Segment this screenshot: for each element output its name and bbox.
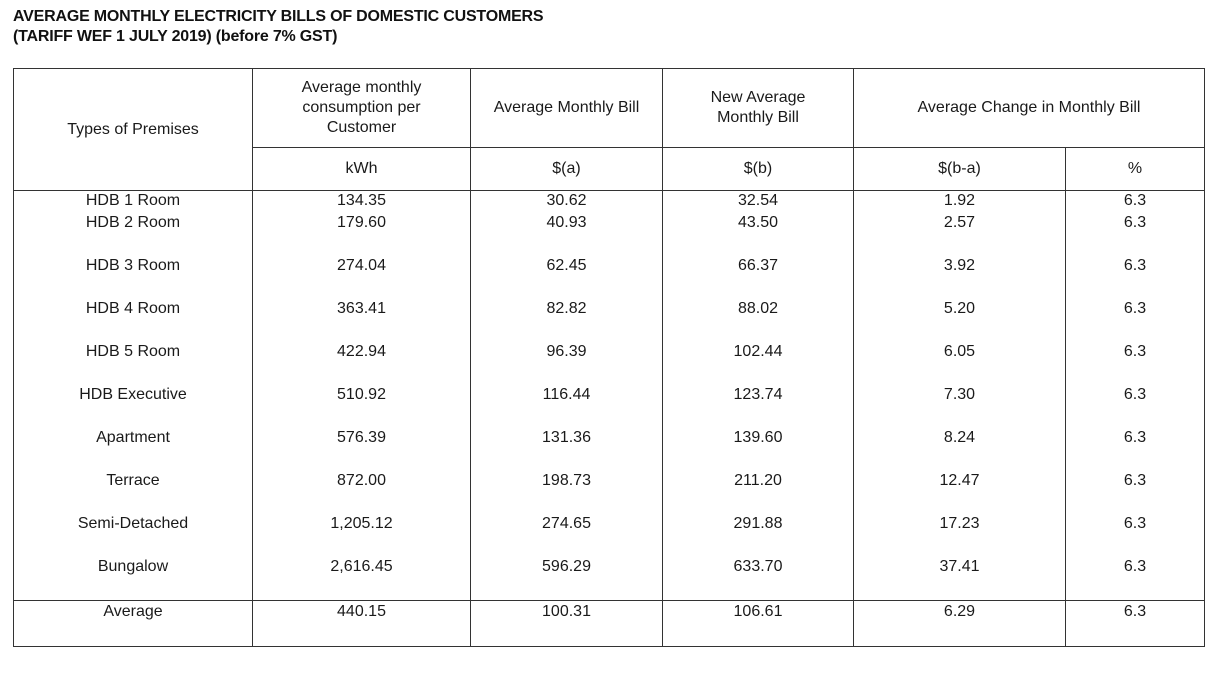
cell-avg-bill: 40.93 xyxy=(471,213,663,256)
cell-new-avg-bill: 633.70 xyxy=(663,557,854,601)
table-row xyxy=(14,191,1205,214)
cell-kwh: 2,616.45 xyxy=(253,557,471,601)
cell-kwh: 872.00 xyxy=(253,471,471,514)
cell-premise: HDB 3 Room xyxy=(14,256,253,299)
document-title xyxy=(13,7,543,47)
table-row xyxy=(14,342,1205,385)
cell-change-abs: 12.47 xyxy=(854,471,1066,514)
title-line-2: (TARIFF WEF 1 JULY 2019) (before 7% GST) xyxy=(13,28,338,45)
cell-new-avg-bill: 106.61 xyxy=(663,601,854,647)
cell-new-avg-bill: 291.88 xyxy=(663,514,854,557)
cell-avg-bill: 198.73 xyxy=(471,471,663,514)
cell-avg-bill: 596.29 xyxy=(471,557,663,601)
cell-new-avg-bill: 123.74 xyxy=(663,385,854,428)
cell-avg-bill: 96.39 xyxy=(471,342,663,385)
cell-premise: Average xyxy=(14,601,253,647)
title-line-1: AVERAGE MONTHLY ELECTRICITY BILLS OF DOMESTIC CUSTOMERS xyxy=(13,8,544,25)
cell-kwh: 576.39 xyxy=(253,428,471,471)
cell-change-pct: 6.3 xyxy=(1066,299,1205,342)
unit-consumption: kWh xyxy=(253,148,471,191)
cell-avg-bill: 116.44 xyxy=(471,385,663,428)
header-avg-change: Average Change in Monthly Bill xyxy=(854,69,1205,148)
cell-premise: HDB 5 Room xyxy=(14,342,253,385)
average-row xyxy=(14,601,1205,647)
cell-kwh: 510.92 xyxy=(253,385,471,428)
cell-change-pct: 6.3 xyxy=(1066,213,1205,256)
cell-change-abs: 37.41 xyxy=(854,557,1066,601)
cell-change-abs: 6.05 xyxy=(854,342,1066,385)
table-row xyxy=(14,385,1205,428)
header-premises: Types of Premises xyxy=(14,69,253,191)
cell-change-abs: 6.29 xyxy=(854,601,1066,647)
header-new-avg-bill: New Average Monthly Bill xyxy=(663,69,854,148)
cell-avg-bill: 131.36 xyxy=(471,428,663,471)
table-row xyxy=(14,428,1205,471)
cell-new-avg-bill: 211.20 xyxy=(663,471,854,514)
electricity-bills-table xyxy=(13,68,1205,647)
cell-change-abs: 5.20 xyxy=(854,299,1066,342)
cell-change-pct: 6.3 xyxy=(1066,601,1205,647)
table-row xyxy=(14,514,1205,557)
cell-kwh: 179.60 xyxy=(253,213,471,256)
cell-change-pct: 6.3 xyxy=(1066,342,1205,385)
cell-change-pct: 6.3 xyxy=(1066,428,1205,471)
cell-change-pct: 6.3 xyxy=(1066,471,1205,514)
unit-avg-bill: $(a) xyxy=(471,148,663,191)
cell-change-pct: 6.3 xyxy=(1066,256,1205,299)
header-consumption: Average monthly consumption per Customer xyxy=(253,69,471,148)
cell-change-abs: 7.30 xyxy=(854,385,1066,428)
cell-change-pct: 6.3 xyxy=(1066,385,1205,428)
cell-premise: Semi-Detached xyxy=(14,514,253,557)
unit-change-pct: % xyxy=(1066,148,1205,191)
unit-new-avg-bill: $(b) xyxy=(663,148,854,191)
cell-avg-bill: 62.45 xyxy=(471,256,663,299)
cell-avg-bill: 82.82 xyxy=(471,299,663,342)
table-row xyxy=(14,256,1205,299)
cell-kwh: 274.04 xyxy=(253,256,471,299)
cell-change-abs: 1.92 xyxy=(854,191,1066,214)
cell-change-abs: 8.24 xyxy=(854,428,1066,471)
cell-change-pct: 6.3 xyxy=(1066,514,1205,557)
cell-premise: HDB 2 Room xyxy=(14,213,253,256)
cell-premise: HDB 4 Room xyxy=(14,299,253,342)
cell-change-abs: 17.23 xyxy=(854,514,1066,557)
cell-kwh: 440.15 xyxy=(253,601,471,647)
table-row xyxy=(14,557,1205,601)
cell-new-avg-bill: 102.44 xyxy=(663,342,854,385)
cell-change-abs: 3.92 xyxy=(854,256,1066,299)
table-row xyxy=(14,299,1205,342)
cell-avg-bill: 30.62 xyxy=(471,191,663,214)
cell-kwh: 1,205.12 xyxy=(253,514,471,557)
cell-kwh: 134.35 xyxy=(253,191,471,214)
cell-premise: Apartment xyxy=(14,428,253,471)
cell-new-avg-bill: 32.54 xyxy=(663,191,854,214)
cell-new-avg-bill: 88.02 xyxy=(663,299,854,342)
cell-new-avg-bill: 66.37 xyxy=(663,256,854,299)
cell-premise: HDB Executive xyxy=(14,385,253,428)
table-row xyxy=(14,213,1205,256)
cell-avg-bill: 274.65 xyxy=(471,514,663,557)
cell-premise: Bungalow xyxy=(14,557,253,601)
cell-new-avg-bill: 43.50 xyxy=(663,213,854,256)
table-row xyxy=(14,471,1205,514)
cell-kwh: 363.41 xyxy=(253,299,471,342)
cell-change-pct: 6.3 xyxy=(1066,191,1205,214)
cell-new-avg-bill: 139.60 xyxy=(663,428,854,471)
cell-premise: Terrace xyxy=(14,471,253,514)
cell-premise: HDB 1 Room xyxy=(14,191,253,214)
header-row xyxy=(14,69,1205,148)
cell-change-pct: 6.3 xyxy=(1066,557,1205,601)
cell-change-abs: 2.57 xyxy=(854,213,1066,256)
cell-avg-bill: 100.31 xyxy=(471,601,663,647)
header-avg-bill: Average Monthly Bill xyxy=(471,69,663,148)
cell-kwh: 422.94 xyxy=(253,342,471,385)
unit-change-abs: $(b-a) xyxy=(854,148,1066,191)
